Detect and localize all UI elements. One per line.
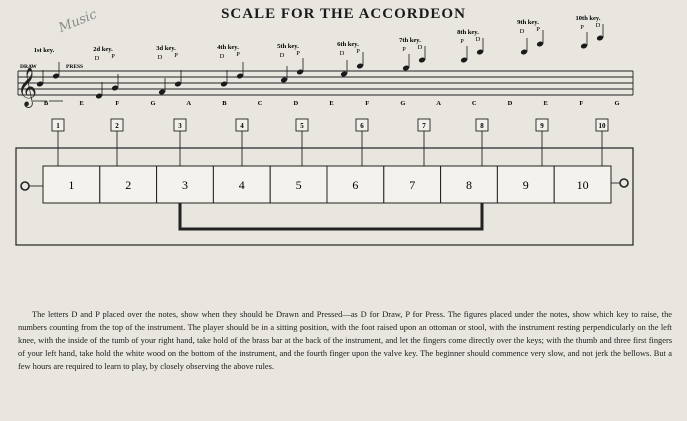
note-letter: B bbox=[222, 100, 227, 107]
key-label: 10th key. bbox=[575, 15, 601, 22]
note-letter: G bbox=[150, 100, 156, 107]
dp-mark: P bbox=[296, 50, 300, 57]
key-number-label: 2 bbox=[115, 122, 119, 130]
draw-label: DRAW bbox=[20, 64, 37, 70]
key-label: 1st key. bbox=[33, 47, 55, 54]
music-staff bbox=[18, 71, 633, 95]
dp-mark: D bbox=[94, 55, 100, 62]
key-number-label: 1 bbox=[56, 122, 60, 130]
note-letter: A bbox=[436, 100, 441, 107]
key-number-label: 3 bbox=[178, 122, 182, 130]
accordion-key-label: 4 bbox=[238, 178, 245, 192]
key-number-label: 7 bbox=[422, 122, 426, 130]
dp-mark: P bbox=[174, 52, 178, 59]
accordion-key-label: 7 bbox=[409, 178, 416, 192]
note-letter: F bbox=[365, 100, 370, 107]
accordion-key-label: 6 bbox=[352, 178, 359, 192]
key-label: 3d key. bbox=[156, 45, 176, 52]
dp-mark: P bbox=[536, 26, 540, 33]
note-letter: G bbox=[400, 100, 406, 107]
accordion-key-label: 1 bbox=[68, 178, 75, 192]
note-letter: C bbox=[257, 100, 263, 107]
dp-mark: P bbox=[460, 38, 464, 45]
key-label: 7th key. bbox=[399, 37, 421, 44]
accordion-key-label: 3 bbox=[182, 178, 188, 192]
accordion-key-label: 8 bbox=[466, 178, 472, 192]
note-letter: D bbox=[507, 100, 513, 107]
dp-mark: P bbox=[236, 51, 240, 58]
page-title: SCALE FOR THE ACCORDEON bbox=[221, 6, 466, 22]
note-letter: E bbox=[79, 100, 84, 107]
press-label: PRESS bbox=[66, 64, 84, 70]
dp-mark: D bbox=[417, 44, 423, 51]
accordion-key-label: 2 bbox=[125, 178, 132, 192]
key-label: 8th key. bbox=[457, 29, 479, 36]
dp-mark: D bbox=[219, 53, 225, 60]
dp-mark: P bbox=[111, 53, 115, 60]
dp-mark: P bbox=[580, 24, 584, 31]
key-number-label: 9 bbox=[540, 122, 544, 130]
dp-mark: D bbox=[475, 36, 481, 43]
dp-mark: D bbox=[157, 54, 163, 61]
key-label: 4th key. bbox=[217, 44, 239, 51]
key-label: 2d key. bbox=[93, 46, 113, 53]
dp-mark: P bbox=[402, 46, 406, 53]
key-label: 5th key. bbox=[277, 43, 299, 50]
key-number-label: 6 bbox=[360, 122, 364, 130]
dp-mark: D bbox=[279, 52, 285, 59]
dp-mark: P bbox=[356, 48, 360, 55]
note-letter: C bbox=[471, 100, 477, 107]
treble-clef-icon: 𝄞 bbox=[17, 69, 38, 106]
note-letter: B bbox=[43, 100, 49, 107]
note-letter: F bbox=[115, 100, 120, 107]
note-letter: D bbox=[293, 100, 299, 107]
accordion-key-label: 10 bbox=[576, 178, 589, 192]
accordion-key-label: 9 bbox=[522, 178, 529, 192]
handwritten-annotation: Music bbox=[56, 7, 100, 36]
key-number-label: 5 bbox=[300, 122, 304, 130]
note-letter: E bbox=[329, 100, 334, 107]
note-letter: F bbox=[579, 100, 584, 107]
instructions-paragraph: The letters D and P placed over the notes, show when they should be Drawn and Pressed—as D for Draw, P for Press. The figures placed under the notes, show which key to raise, the numbers counting from the top of the instrument. The player should be in a sitting position, with the foot raised upon an ottoman or stool, with the instrument resting perpendicularly on the left knee, with the inside of the tumb of your right hand, take hold of the brass bar at the back of the instrument, and let the fingers come directly over the keys; with the thumb and three first fingers of your left hand, take hold the white wood on the bottom of the instrument, and the fourth finger upon the valve key. The beginner should commence very slow, and not jerk the bellows. But a few hours are required to learn to play, by closely observing the above rules. bbox=[18, 310, 672, 372]
key-number-label: 4 bbox=[240, 122, 244, 130]
note-letter: A bbox=[186, 100, 192, 107]
dp-mark: D bbox=[519, 28, 525, 35]
key-number-label: 10 bbox=[598, 122, 606, 130]
dp-mark: D bbox=[595, 22, 601, 29]
note-letter: E bbox=[543, 100, 548, 107]
key-number-label: 8 bbox=[480, 122, 484, 130]
key-label: 9th key. bbox=[517, 19, 539, 26]
accordion-key-label: 5 bbox=[295, 178, 302, 192]
dp-mark: D bbox=[339, 50, 345, 57]
key-label: 6th key. bbox=[337, 41, 359, 48]
note-letter: G bbox=[614, 100, 620, 107]
